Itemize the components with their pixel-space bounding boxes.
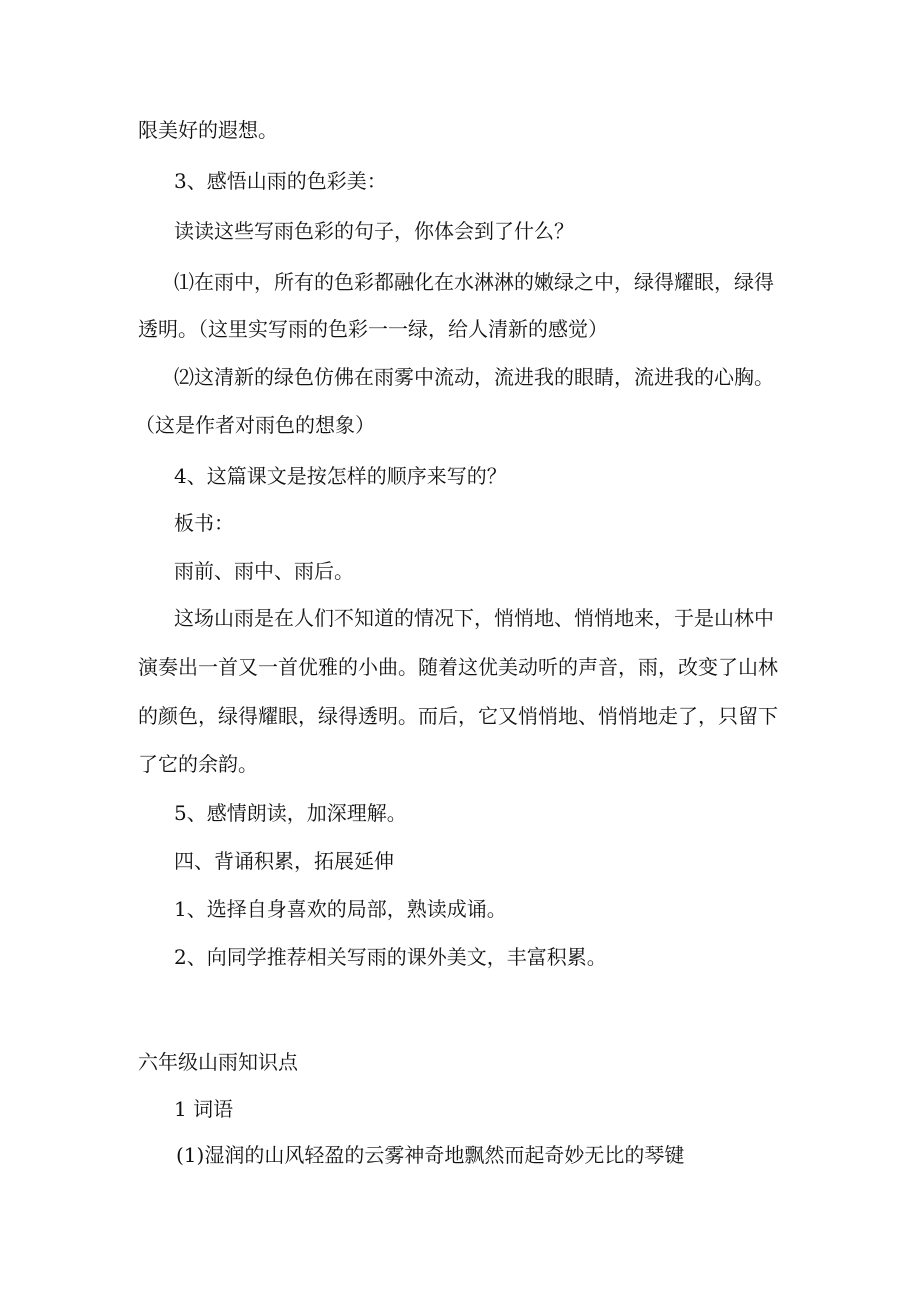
section-heading: 四、背诵积累，拓展延伸 (174, 849, 394, 873)
subheading: 1 词语 (174, 1097, 234, 1121)
section-heading: 5、感情朗读，加深理解。 (174, 801, 407, 825)
paragraph-line: 了它的余韵。 (138, 752, 258, 776)
vocabulary-line: (1)湿润的山风轻盈的云雾神奇地飘然而起奇妙无比的琴键 (176, 1143, 685, 1167)
quote-line: ⑵这清新的绿色仿佛在雨雾中流动，流进我的眼睛，流进我的心胸。 (174, 365, 774, 389)
board-content: 雨前、雨中、雨后。 (174, 559, 354, 583)
paragraph-line: 的颜色，绿得耀眼，绿得透明。而后，它又悄悄地、悄悄地走了，只留下 (138, 704, 778, 728)
list-item: 2、向同学推荐相关写雨的课外美文，丰富积累。 (174, 945, 607, 969)
board-label: 板书： (174, 511, 234, 535)
section-heading: 4、这篇课文是按怎样的顺序来写的？ (174, 464, 507, 488)
quote-line: ⑴在雨中，所有的色彩都融化在水淋淋的嫩绿之中，绿得耀眼，绿得 (174, 270, 774, 294)
text-line: 限美好的遐想。 (138, 118, 278, 142)
paragraph-line: 这场山雨是在人们不知道的情况下，悄悄地、悄悄地来，于是山林中 (174, 606, 774, 630)
section-heading: 3、感悟山雨的色彩美： (174, 169, 387, 193)
quote-line: 透明。（这里实写雨的色彩一一绿，给人清新的感觉） (138, 317, 608, 341)
list-item: 1、选择自身喜欢的局部，熟读成诵。 (174, 897, 507, 921)
knowledge-title: 六年级山雨知识点 (138, 1050, 298, 1074)
paragraph-line: 演奏出一首又一首优雅的小曲。随着这优美动听的声音，雨，改变了山林 (138, 655, 778, 679)
question-line: 读读这些写雨色彩的句子，你体会到了什么？ (174, 219, 574, 243)
annotation-line: （这是作者对雨色的想象） (135, 413, 375, 437)
